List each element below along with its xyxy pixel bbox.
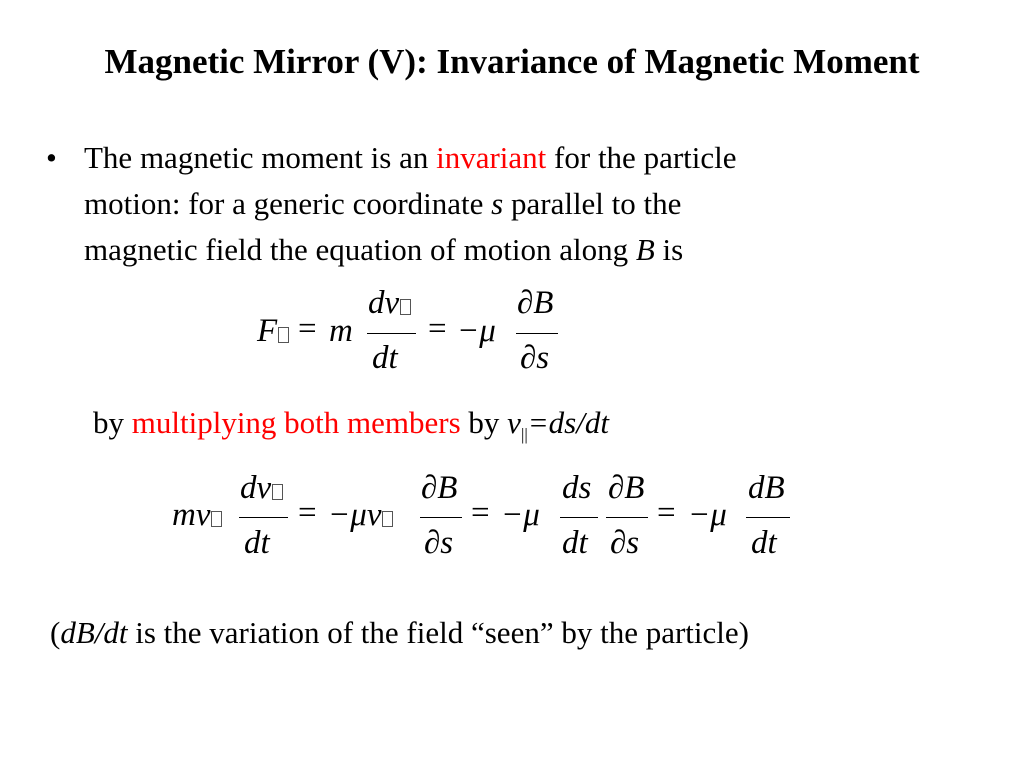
bullet-line-1-b: for the particle <box>546 140 737 175</box>
eq2-equals-3: = <box>657 495 676 531</box>
eq2-mv: mv <box>172 497 222 534</box>
eq1-equals-2: = <box>428 311 447 347</box>
eq2-fraction-bar-2 <box>420 517 462 518</box>
eq1-num-dB: ∂B <box>517 285 554 321</box>
eq2-den-dt-2: dt <box>562 525 588 561</box>
bullet-line-2-b: parallel to the <box>503 186 682 221</box>
eq1-F: F <box>257 313 289 350</box>
eq2-num-dB-1: ∂B <box>421 470 458 506</box>
multiply-red-phrase: multiplying both members <box>131 405 461 440</box>
bullet-line-3-a: magnetic field the equation of motion along <box>84 232 636 267</box>
eq2-den-dt: dt <box>244 525 270 561</box>
bullet-line-2-a: motion: for a generic coordinate <box>84 186 492 221</box>
bullet-line-3-b: is <box>654 232 684 267</box>
invariant-word: invariant <box>436 140 547 175</box>
eq2-num-dv: dv <box>240 470 283 507</box>
note-open-paren: ( <box>50 615 61 650</box>
parallel-subscript-glyph <box>382 511 393 527</box>
eq2-minus-mu-v: −μv <box>328 497 393 534</box>
eq1-equals-1: = <box>298 311 317 347</box>
multiply-by-2: by <box>460 405 508 440</box>
eq2-fraction-bar-4 <box>606 517 648 518</box>
note-line <box>50 610 749 656</box>
bullet-line-1-a: The magnetic moment is an <box>84 140 437 175</box>
eq2-num-dB-3: dB <box>748 470 785 506</box>
eq1-num-dv: dv <box>368 285 411 322</box>
eq2-den-ds-2: ∂s <box>610 525 640 561</box>
bullet-marker: • <box>46 140 57 175</box>
eq1-m: m <box>329 313 353 349</box>
note-rest: is the variation of the field “seen” by the particle) <box>127 615 749 650</box>
eq2-num-dB-2: ∂B <box>608 470 645 506</box>
multiply-v: v <box>507 405 521 440</box>
eq2-equals-1: = <box>298 495 317 531</box>
multiply-rest: =ds/dt <box>527 405 609 440</box>
multiply-v-subscript: || <box>520 425 528 445</box>
eq2-fraction-bar-3 <box>560 517 598 518</box>
eq2-equals-2: = <box>471 495 490 531</box>
eq1-minus-mu: −μ <box>457 313 496 349</box>
eq2-fraction-bar-1 <box>239 517 288 518</box>
coordinate-s: s <box>491 186 504 221</box>
note-dBdt: dB/dt <box>60 615 128 650</box>
parallel-subscript-glyph <box>272 484 283 500</box>
slide-title: Magnetic Mirror (V): Invariance of Magnetic Moment <box>104 42 920 81</box>
eq2-den-ds-1: ∂s <box>424 525 454 561</box>
eq1-den-ds: ∂s <box>520 340 550 376</box>
parallel-subscript-glyph <box>211 511 222 527</box>
eq2-den-dt-3: dt <box>751 525 777 561</box>
eq2-num-ds: ds <box>562 470 592 506</box>
multiply-by-1: by <box>93 405 132 440</box>
eq2-minus-mu-1: −μ <box>501 497 540 533</box>
eq2-fraction-bar-5 <box>746 517 790 518</box>
eq1-den-dt: dt <box>372 340 398 376</box>
field-B: B <box>635 232 655 267</box>
eq2-minus-mu-2: −μ <box>688 497 727 533</box>
